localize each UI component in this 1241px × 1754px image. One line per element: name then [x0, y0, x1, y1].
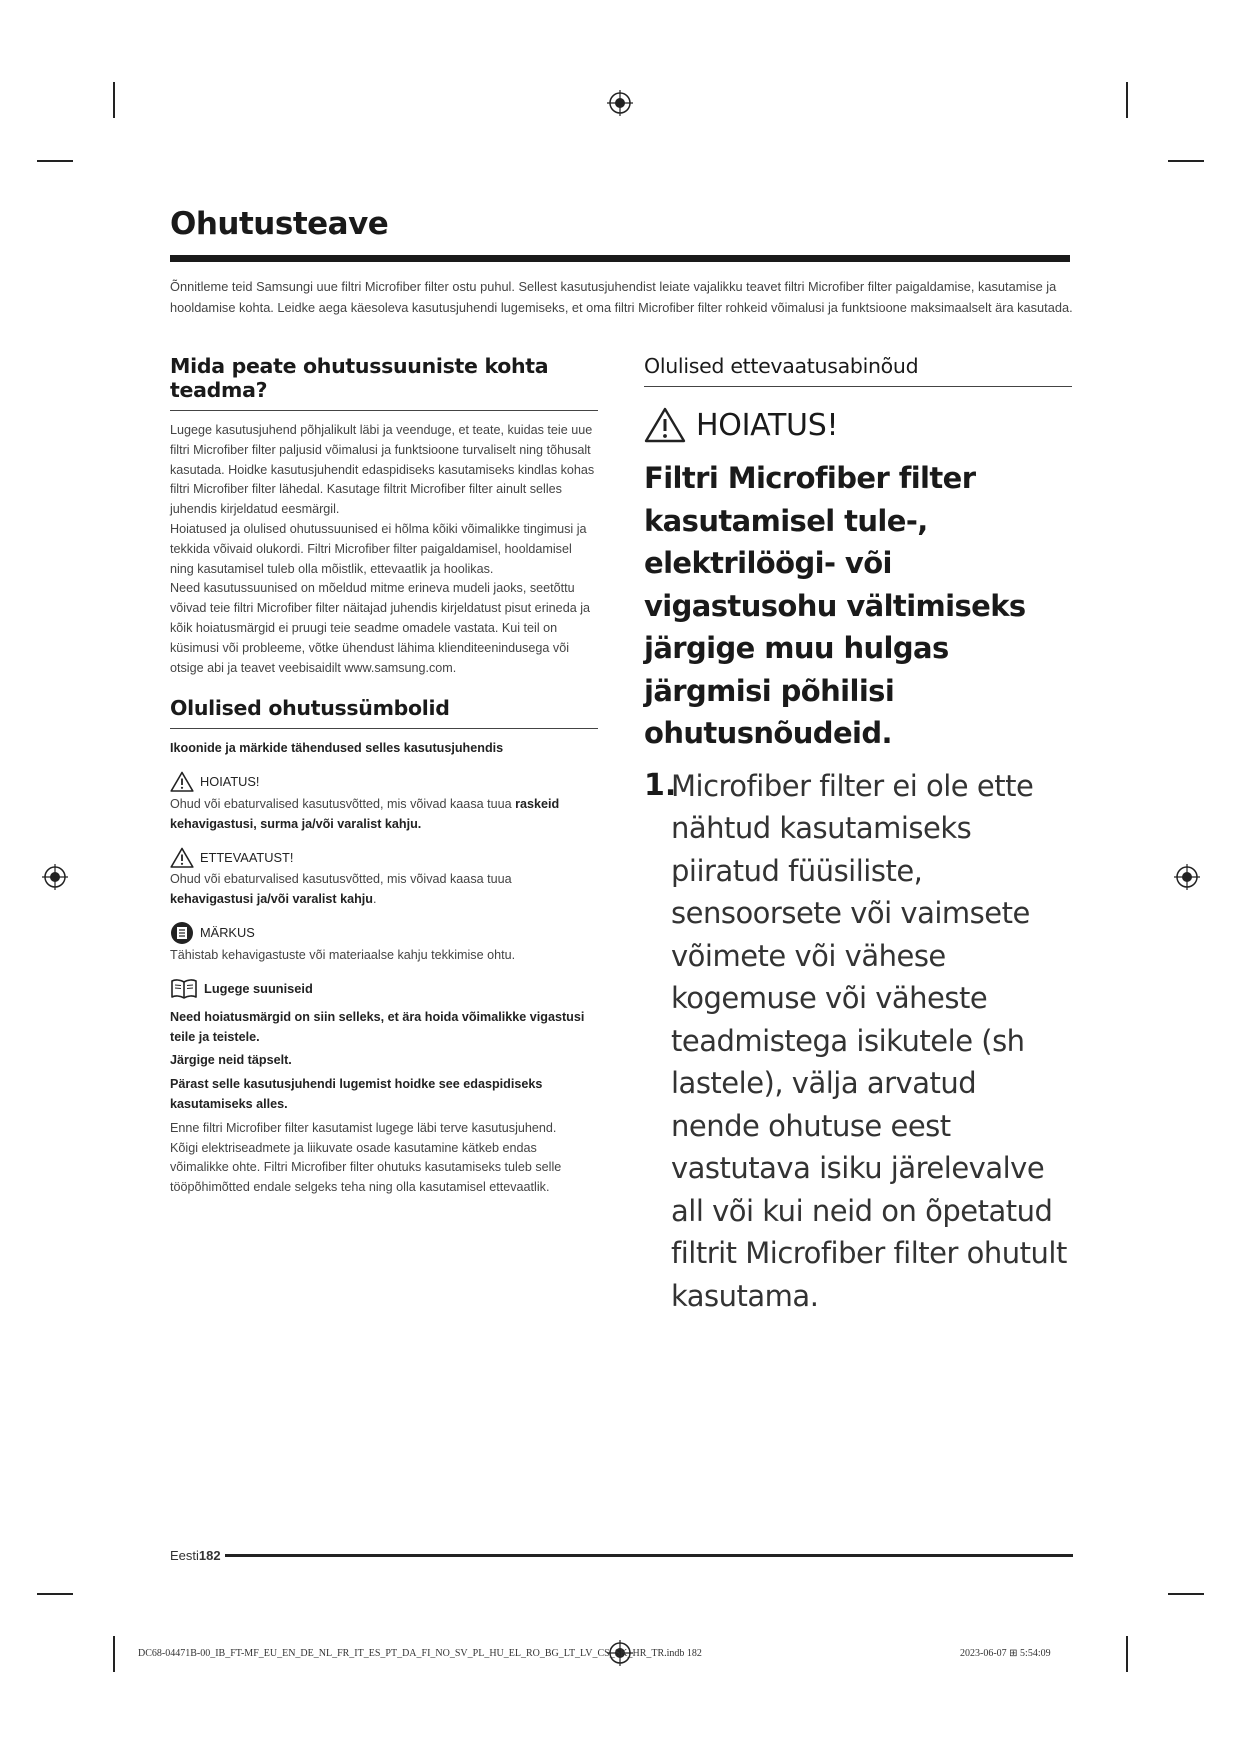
caution-emphasis: kehavigastusi ja/või varalist kahju	[170, 892, 373, 907]
safety-guidelines-section	[170, 354, 598, 678]
crop-mark	[1126, 1636, 1128, 1672]
precaution-item	[644, 765, 1072, 1318]
warning-label: HOIATUS!	[200, 774, 260, 790]
read-instructions-row	[170, 976, 598, 1002]
guidelines-paragraph: Lugege kasutusjuhend põhjalikult läbi ja veenduge, et teate, kuidas teie uue filtri Microfiber filter paljusid võimalusi ja funktsioone turvaliselt ning tõhusalt kasutada. Hoidke kasutusjuhendit edaspidiseks kasutamiseks kindlas kohas filtri Microfiber filter lähedal. Kasutage filtrit Microfiber filter ainult selles juhendis kirjeldatud eesmärgil.	[170, 423, 595, 517]
registration-mark-icon	[605, 88, 635, 118]
registration-mark-icon	[40, 862, 70, 892]
warning-symbol-row	[170, 769, 598, 795]
note-symbol-row	[170, 920, 598, 946]
safety-symbols-section	[170, 696, 598, 1198]
warning-lead: Filtri Microfiber filter kasutamisel tule-, elektrilöögi- või vigastusohu vältimiseks järgige muu hulgas järgmisi põhilisi ohutusnõudeid.	[644, 461, 1026, 750]
note-icon	[170, 921, 194, 945]
read-instructions-label: Lugege suuniseid	[204, 981, 313, 997]
caution-description	[170, 870, 598, 910]
warning-description	[170, 795, 598, 835]
page-title: Ohutusteave	[170, 206, 389, 242]
bold-instruction: Need hoiatusmärgid on siin selleks, et ära hoida võimalikke vigastusi teile ja teistele.	[170, 1009, 585, 1044]
caution-label: ETTEVAATUST!	[200, 849, 294, 865]
print-date: 2023-06-07 ⊞ 5:54:09	[960, 1648, 1051, 1659]
crop-mark	[1168, 1593, 1204, 1595]
title-rule	[170, 255, 1070, 262]
note-description: Tähistab kehavigastuste või materiaalse kahju tekkimise ohtu.	[170, 947, 516, 962]
crop-mark	[1126, 82, 1128, 118]
symbols-subheading: Ikoonide ja märkide tähendused selles kasutusjuhendis	[170, 741, 504, 755]
caution-end: .	[373, 892, 377, 907]
crop-mark	[37, 160, 73, 162]
warning-triangle-icon	[170, 771, 194, 792]
item-number: 1.	[644, 767, 677, 803]
crop-mark	[1168, 160, 1204, 162]
page-number: 182	[198, 1548, 221, 1563]
open-book-icon	[170, 978, 198, 1000]
closing-paragraph: Enne filtri Microfiber filter kasutamist lugege läbi terve kasutusjuhend.	[170, 1120, 557, 1135]
closing-paragraph: Kõigi elektriseadmete ja liikuvate osade kasutamine kätkeb endas võimalikke ohte. Filtri Microfiber filter ohutuks kasutamiseks tuleb selle tööpõhimõtted endale selgeks teha ning olla kasutamisel ettevaatlik.	[170, 1140, 562, 1195]
precautions-section	[644, 354, 1072, 1317]
bold-instruction: Järgige neid täpselt.	[170, 1053, 292, 1068]
crop-mark	[113, 1636, 115, 1672]
warning-triangle-icon	[644, 407, 686, 443]
section-heading: Olulised ettevaatusabinõud	[644, 354, 1072, 387]
caution-triangle-icon	[170, 847, 194, 868]
guidelines-paragraph: Hoiatused ja olulised ohutussuunised ei hõlma kõiki võimalikke tingimusi ja tekkida võivaid olukordi. Filtri Microfiber filter paigaldamisel, hooldamisel ning kasutamisel tuleb olla mõistlik, ettevaatlik ja hoolikas.	[170, 521, 587, 576]
section-heading: Mida peate ohutussuuniste kohta teadma?	[170, 354, 598, 411]
footer-rule	[225, 1554, 1073, 1557]
warning-header	[644, 407, 1072, 443]
guidelines-paragraph: Need kasutussuunised on mõeldud mitme erineva mudeli jaoks, seetõttu võivad teie filtri Microfiber filter näitajad juhendis kirjeldatust pisut erineda ja kõik hoiatusmärgid ei pruugi teie seadme omadele vastata. Kui teil on küsimusi või probleeme, võtke ühendust lähima klienditeenindusega või otsige abi ja teavet veebisaidilt www.samsung.com.	[170, 581, 590, 675]
warning-text: Ohud või ebaturvalised kasutusvõtted, mis võivad kaasa tuua	[170, 796, 516, 811]
caution-symbol-row	[170, 844, 598, 870]
crop-mark	[37, 1593, 73, 1595]
warning-title: HOIATUS!	[696, 407, 839, 443]
intro-paragraph: Õnnitleme teid Samsungi uue filtri Microfiber filter ostu puhul. Sellest kasutusjuhendist leiate vajalikku teavet filtri Microfiber filter paigaldamise, kasutamise ja hooldamise kohta. Leidke aega käesoleva kasutusjuhendi lugemiseks, et oma filtri Microfiber filter rohkeid võimalusi ja funktsioone maksimaalselt ära kasutada.	[170, 279, 1073, 315]
warning-emphasis: raskeid kehavigastusi, surma ja/või varalist kahju.	[170, 796, 560, 831]
page-footer	[170, 1548, 221, 1563]
bold-instruction: Pärast selle kasutusjuhendi lugemist hoidke see edaspidiseks kasutamiseks alles.	[170, 1077, 543, 1111]
registration-mark-icon	[1172, 862, 1202, 892]
caution-text: Ohud või ebaturvalised kasutusvõtted, mis võivad kaasa tuua	[170, 872, 512, 887]
print-slug: DC68-04471B-00_IB_FT-MF_EU_EN_DE_NL_FR_IT_ES_PT_DA_FI_NO_SV_PL_HU_EL_RO_BG_LT_LV_CS_SK_HR_TR.indb 182	[138, 1648, 702, 1659]
section-heading: Olulised ohutussümbolid	[170, 696, 598, 729]
footer-language: Eesti	[170, 1548, 199, 1563]
crop-mark	[113, 82, 115, 118]
item-text: Microfiber filter ei ole ette nähtud kasutamiseks piiratud füüsiliste, sensoorsete või vaimsete võimete või vähese kogemuse või väheste teadmistega isikutele (sh lastele), välja arvatud nende ohutuse eest vastutava isiku järelevalve all või kui neid on õpetatud filtrit Microfiber filter ohutult kasutama.	[671, 768, 1067, 1313]
note-label: MÄRKUS	[200, 925, 255, 941]
